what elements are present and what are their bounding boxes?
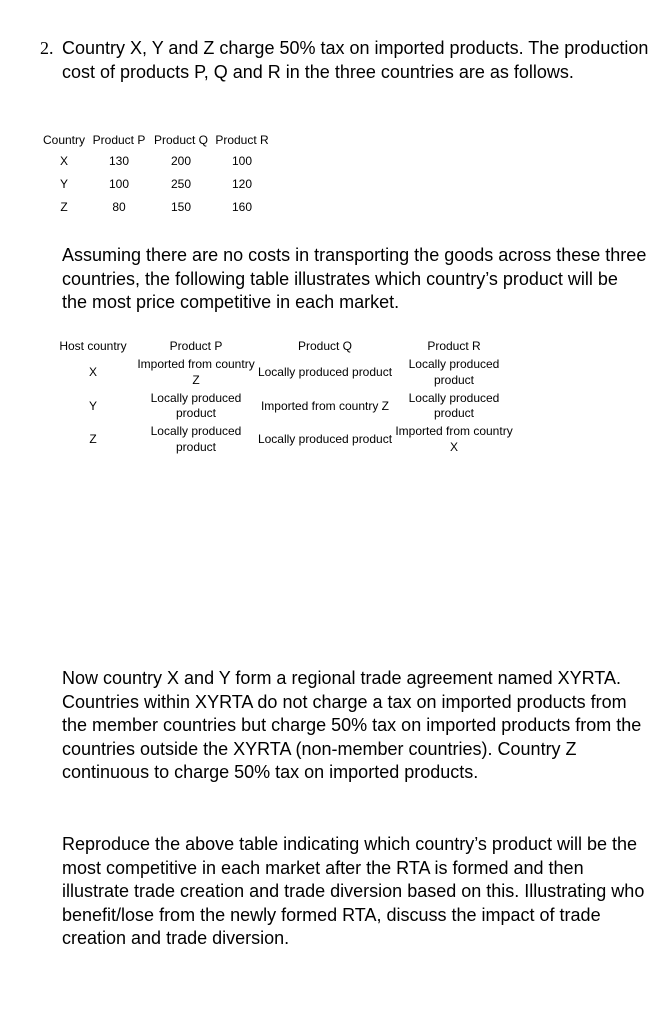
production-cost-table bbox=[40, 131, 272, 218]
assumption-paragraph: Assuming there are no costs in transporting the goods across these three countries, the following table illustrates which country’s product will be the most price competitive in each market. bbox=[62, 245, 647, 312]
cost-cell-product-p: 100 bbox=[108, 176, 130, 191]
comp-cell-product-r: Locally produced product bbox=[408, 390, 500, 421]
cost-cell-product-r: 100 bbox=[231, 153, 253, 168]
table-row bbox=[40, 172, 272, 195]
competitive-table-header-row bbox=[50, 337, 514, 356]
comp-cell-product-p: Locally produced product bbox=[150, 424, 242, 454]
comp-header-host-country: Host country bbox=[59, 338, 127, 353]
cost-header-country: Country bbox=[42, 133, 86, 147]
cost-cell-product-r: 160 bbox=[231, 199, 253, 214]
cost-table-header-row bbox=[40, 131, 272, 149]
comp-header-product-p: Product P bbox=[169, 338, 223, 353]
comp-cell-product-r: Locally produced product bbox=[408, 357, 500, 387]
table-row bbox=[50, 390, 514, 424]
table-row bbox=[40, 195, 272, 218]
table-row bbox=[40, 149, 272, 172]
comp-cell-product-q: Imported from country Z bbox=[260, 398, 390, 413]
cost-cell-country: X bbox=[59, 153, 68, 168]
cost-cell-product-p: 130 bbox=[108, 153, 130, 168]
comp-cell-host-country: Z bbox=[89, 432, 97, 446]
comp-cell-host-country: Y bbox=[88, 398, 97, 413]
cost-header-product-q: Product Q bbox=[153, 133, 209, 147]
table-row bbox=[50, 356, 514, 390]
comp-cell-product-p: Imported from country Z bbox=[137, 357, 255, 387]
cost-cell-product-q: 150 bbox=[170, 199, 192, 214]
comp-cell-product-q: Locally produced product bbox=[257, 432, 393, 446]
cost-cell-product-r: 120 bbox=[231, 176, 253, 191]
task-paragraph: Reproduce the above table indicating which country’s product will be the most competitive in each market after the RTA is formed and then illustrate trade creation and trade diversion based on this. Illustrating who benefit/lose from the newly formed RTA, discuss the impact of trade creation and trade diversion. bbox=[62, 834, 645, 948]
rta-paragraph: Now country X and Y form a regional trade agreement named XYRTA. Countries within XYRTA do not charge a tax on imported products from the member countries but charge 50% tax on imported products from the countries outside the XYRTA (non-member countries). Country Z continuous to charge 50% tax on imported products. bbox=[62, 668, 642, 782]
comp-cell-host-country: X bbox=[88, 365, 97, 379]
cost-cell-product-q: 250 bbox=[170, 176, 192, 191]
cost-cell-product-p: 80 bbox=[112, 199, 126, 214]
cost-cell-country: Y bbox=[59, 176, 68, 191]
cost-cell-product-q: 200 bbox=[170, 153, 192, 168]
comp-header-product-r: Product R bbox=[427, 338, 481, 353]
comp-cell-product-p: Locally produced product bbox=[150, 390, 242, 421]
comp-header-product-q: Product Q bbox=[297, 338, 353, 353]
comp-cell-product-r: Imported from country X bbox=[395, 424, 513, 454]
cost-header-product-p: Product P bbox=[92, 133, 146, 147]
competitive-market-table bbox=[50, 337, 514, 457]
question-intro: Country X, Y and Z charge 50% tax on imported products. The production cost of products P, Q and R in the three countries are as follows. bbox=[62, 38, 649, 82]
comp-cell-product-q: Locally produced product bbox=[257, 365, 393, 379]
cost-cell-country: Z bbox=[60, 199, 68, 214]
cost-header-product-r: Product R bbox=[215, 133, 269, 147]
table-row bbox=[50, 423, 514, 457]
question-number: 2. bbox=[40, 38, 54, 58]
